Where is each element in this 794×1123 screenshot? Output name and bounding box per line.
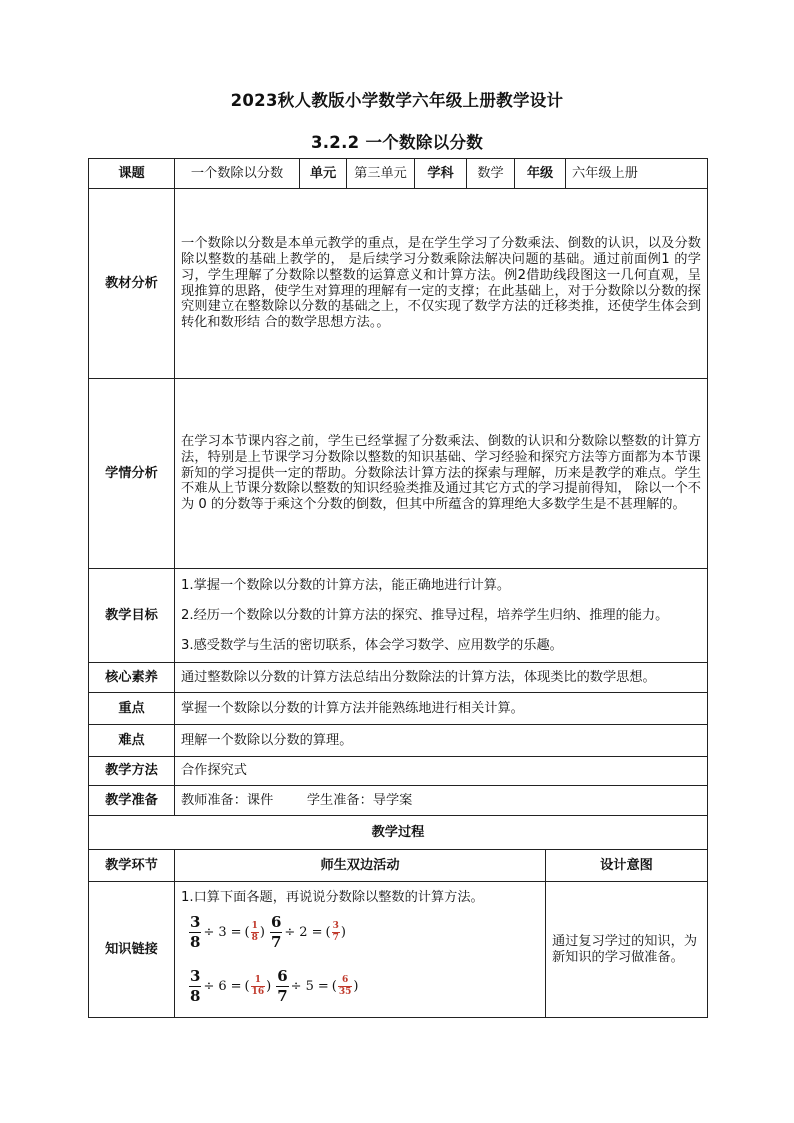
fraction-denominator: 7 [270,932,282,951]
difficulty-row [89,725,708,757]
document-title: 2023秋人教版小学数学六年级上册教学设计 [230,91,564,110]
divisor: 5 [305,978,314,994]
col-activity-header: 师生双边活动 [175,850,546,882]
core-literacy-row [89,663,708,693]
equation-row [189,963,539,1009]
teaching-prep-row [89,786,708,816]
equals-sign: = [311,924,323,940]
process-heading-row [89,816,708,850]
fraction-numerator: 3 [190,912,201,931]
fraction [189,966,201,1005]
paren-close: ) [353,978,359,994]
division-sign: ÷ [203,924,215,940]
subject-label: 学科 [415,159,467,189]
textbook-analysis-label: 教材分析 [89,189,175,379]
grade-value: 六年级上册 [566,159,708,189]
teaching-goals-list [175,569,708,663]
teaching-method-label: 教学方法 [89,757,175,786]
col-stage-header: 教学环节 [89,850,175,882]
grade-label: 年级 [515,159,566,189]
fraction-denominator: 7 [332,932,339,943]
division-sign: ÷ [290,978,302,994]
division-sign: ÷ [203,978,215,994]
difficulty-label: 难点 [89,725,175,757]
header-row [89,159,708,189]
fraction [251,976,266,997]
key-point-text: 掌握一个数除以分数的计算方法并能熟练地进行相关计算。 [175,693,708,725]
fraction-denominator: 16 [251,986,265,997]
divisor: 2 [299,924,308,940]
teaching-method-row [89,757,708,786]
key-point-label: 重点 [89,693,175,725]
fraction [270,912,282,951]
fraction [338,976,353,997]
paren-open: ( [244,924,250,940]
fraction-denominator: 8 [190,932,201,951]
difficulty-text: 理解一个数除以分数的算理。 [175,725,708,757]
divisor: 3 [218,924,227,940]
teaching-goals-label: 教学目标 [89,569,175,663]
process-column-header-row [89,850,708,882]
equation [270,912,347,951]
paren-open: ( [331,978,337,994]
key-point-row [89,693,708,725]
topic-value: 一个数除以分数 [175,159,300,189]
subject-value: 数学 [467,159,515,189]
fraction-denominator: 7 [277,986,288,1005]
teaching-goals-row [89,569,708,663]
student-analysis-label: 学情分析 [89,379,175,569]
fraction [332,922,340,943]
lesson-plan-table [88,158,708,1018]
core-literacy-text: 通过整数除以分数的计算方法总结出分数除法的计算方法，体现类比的数学思想。 [175,663,708,693]
equation [189,966,272,1005]
lesson-title: 3.2.2 一个数除以分数 [310,133,484,152]
fraction-denominator: 35 [338,986,352,997]
division-sign: ÷ [284,924,296,940]
equation-row [189,909,539,955]
teaching-method-text: 合作探究式 [175,757,708,786]
knowledge-link-row [89,882,708,1018]
fraction-numerator: 1 [251,920,258,931]
textbook-analysis-text: 一个数除以分数是本单元教学的重点，是在学生学习了分数乘法、倒数的认识，以及分数除以整数的基础上教学的， 是后续学习分数乘除法解决问题的基础。通过前面例1 的学习，学生理解了分数除以整数的运算意义和计算方法。例2借助线段图这一几何直观，呈现推算的思路，使学生对算理的理解有一定的支撑；在此基础上，对于分数除以分数的探究则建立在整数除以分数的基础之上，不仅实现了数学方法的迁移类推，还使学生体会到转化和数形结 合的数学思想方法。。 [175,189,708,379]
core-literacy-label: 核心素养 [89,663,175,693]
unit-value: 第三单元 [347,159,415,189]
knowledge-link-intent: 通过复习学过的知识，为新知识的学习做准备。 [546,882,708,1018]
student-analysis-text: 在学习本节课内容之前，学生已经掌握了分数乘法、倒数的认识和分数除以整数的计算方法，特别是上节课学习分数除以整数的知识基础、学习经验和探究方法等方面都为本节课新知的学习提供一定的帮助。分数除法计算方法的探索与理解，历来是教学的难点。学生不难从上节课分数除以整数的知识经验类推及通过其它方式的学习提前得知， 除以一个不为 0 的分数等于乘这个分数的倒数，但其中所蕴含的算理绝大多数学生是不甚理解的。 [175,379,708,569]
paren-close: ) [259,924,265,940]
divisor: 6 [218,978,227,994]
process-heading: 教学过程 [89,816,708,850]
knowledge-link-activity [175,882,546,1018]
activity-instruction: 1.口算下面各题，再说说分数除以整数的计算方法。 [181,889,484,905]
goal-item: 2.经历一个数除以分数的计算方法的探究、推导过程，培养学生归纳、推理的能力。 [181,607,669,623]
topic-label: 课题 [89,159,175,189]
goal-item: 3.感受数学与生活的密切联系，体会学习数学、应用数学的乐趣。 [181,637,563,653]
fraction-denominator: 8 [251,932,258,943]
fraction [251,922,259,943]
paren-open: ( [244,978,250,994]
fraction [276,966,288,1005]
fraction-numerator: 1 [254,974,261,985]
equation [189,912,266,951]
fraction-numerator: 6 [341,974,349,985]
student-analysis-row [89,379,708,569]
knowledge-link-label: 知识链接 [89,882,175,1018]
fraction-denominator: 8 [190,986,201,1005]
fraction-numerator: 3 [190,966,201,985]
fraction-numerator: 6 [270,912,282,931]
col-intent-header: 设计意图 [546,850,708,882]
paren-close: ) [266,978,272,994]
paren-open: ( [325,924,331,940]
fraction-numerator: 3 [332,920,339,931]
equals-sign: = [317,978,329,994]
goal-item: 1.掌握一个数除以分数的计算方法，能正确地进行计算。 [181,577,511,593]
teaching-prep-label: 教学准备 [89,786,175,816]
equals-sign: = [230,978,242,994]
equals-sign: = [230,924,242,940]
fraction-numerator: 6 [277,966,288,985]
paren-close: ) [340,924,346,940]
fraction [189,912,201,951]
equation [276,966,359,1005]
textbook-analysis-row [89,189,708,379]
unit-label: 单元 [300,159,347,189]
teaching-prep-text: 教师准备：课件 学生准备：导学案 [175,786,708,816]
